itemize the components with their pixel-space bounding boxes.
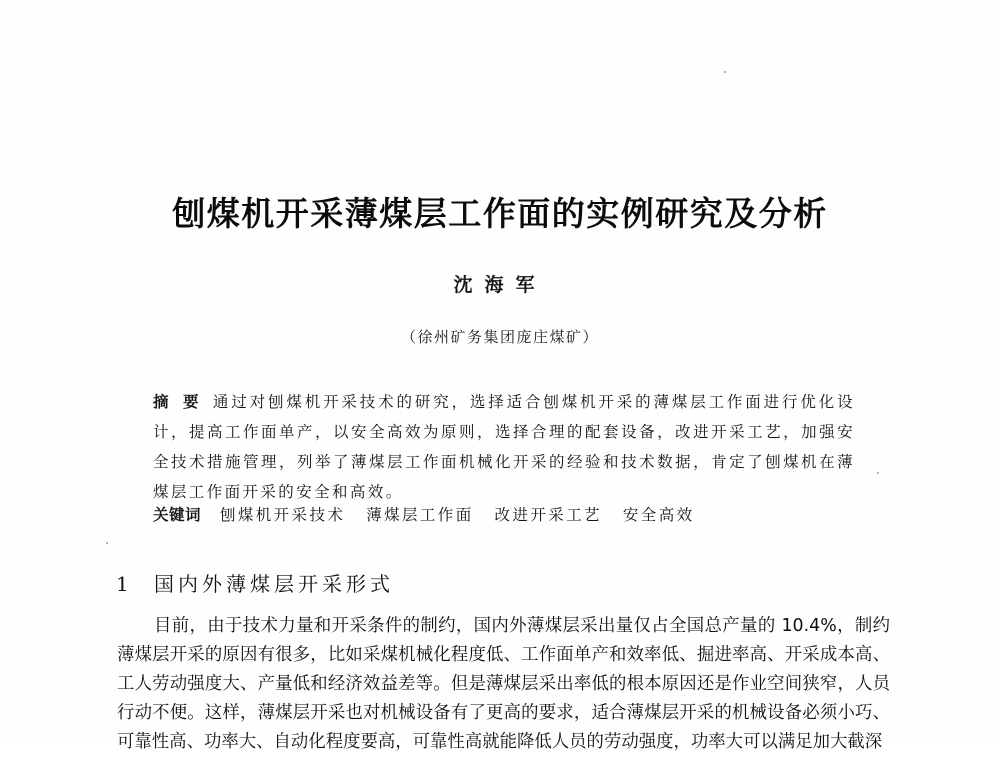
- section-number: 1: [116, 572, 129, 596]
- scan-speck: [106, 542, 108, 544]
- abstract-text: 通过对刨煤机开采技术的研究，选择适合刨煤机开采的薄煤层工作面进行优化设计，提高工作面单产，以安全高效为原则，选择合理的配套设备，改进开采工艺，加强安全技术措施管理，列举了薄煤层工作面机械化开采的经验和技术数据，肯定了刨煤机在薄煤层工作面开采的安全和高效。: [153, 393, 855, 501]
- author-name: 沈海军: [453, 274, 547, 296]
- paper-title: 刨煤机开采薄煤层工作面的实例研究及分析: [172, 194, 828, 233]
- scan-speck: [724, 71, 726, 73]
- keyword: 薄煤层工作面: [366, 506, 474, 524]
- keywords: [153, 500, 855, 530]
- keyword: 刨煤机开采技术: [219, 506, 346, 524]
- section-title: 国内外薄煤层开采形式: [154, 572, 394, 596]
- abstract-label: 摘要: [153, 393, 213, 411]
- section-heading: [116, 568, 394, 600]
- abstract: [153, 387, 855, 507]
- author-affiliation: （徐州矿务集团庞庄煤矿）: [400, 328, 599, 346]
- keywords-label: 关键词: [153, 506, 202, 524]
- keyword: 改进开采工艺: [494, 506, 602, 524]
- scan-speck: [877, 472, 879, 474]
- keyword: 安全高效: [622, 506, 695, 524]
- body-paragraph: 目前，由于技术力量和开采条件的制约，国内外薄煤层采出量仅占全国总产量的 10.4%，制约薄煤层开采的原因有很多，比如采煤机械化程度低、工作面单产和效率低、掘进率高、开采成本高、工人劳动强度大、产量低和经济效益差等。但是薄煤层采出率低的根本原因还是作业空间狭窄，人员行动不便。这样，薄煤层开采也对机械设备有了更高的要求，适合薄煤层开采的机械设备必须小巧、可靠性高、功率大、自动化程度要高，可靠性高就能降低人员的劳动强度，功率大可以满足加大截深: [117, 616, 890, 752]
